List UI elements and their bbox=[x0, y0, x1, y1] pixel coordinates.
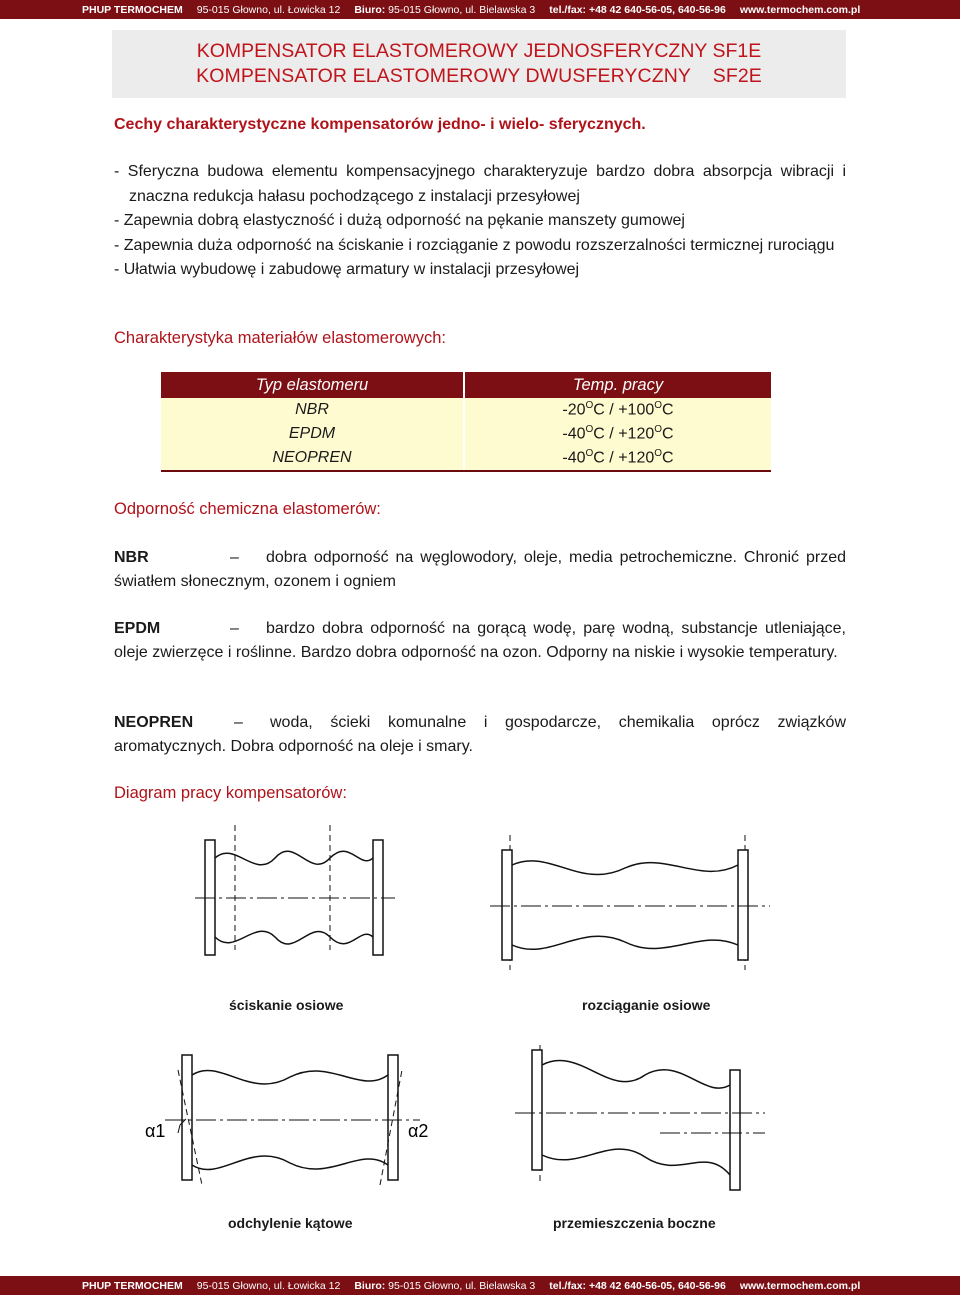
elastomer-type: NEOPREN bbox=[161, 446, 464, 471]
elastomer-name: NEOPREN bbox=[114, 714, 194, 731]
resistance-text: bardzo dobra odporność na gorącą wodę, parę wodną, substancje utleniające, oleje zwierzęce i roślinne. Bardzo dobra odporność na ozon. Odporny na niskie i wysokie temperatury. bbox=[114, 620, 846, 661]
feature-item: - Sferyczna budowa elementu kompensacyjnego charakteryzuje bardzo dobra absorpcja wibracji i znaczna redukcja hałasu pochodzącego z instalacji przesyłowej bbox=[114, 163, 846, 205]
elastomer-name: EPDM bbox=[114, 620, 161, 637]
elastomer-name: NBR bbox=[114, 549, 149, 566]
phone: tel./fax: +48 42 640-56-05, 640-56-96 bbox=[549, 1279, 726, 1292]
alpha1-label: α1 bbox=[145, 1121, 166, 1141]
elastomer-table bbox=[161, 372, 771, 472]
office-address: 95-015 Głowno, ul. Bielawska 3 bbox=[388, 1279, 536, 1292]
features-heading: Cechy charakterystyczne kompensatorów jedno- i wielo- sferycznych. bbox=[114, 116, 646, 133]
resistance-text: dobra odporność na węglowodory, oleje, media petrochemiczne. Chronić przed światłem słonecznym, ozonem i ogniem bbox=[114, 549, 846, 590]
company-name: PHUP TERMOCHEM bbox=[82, 3, 183, 16]
alpha2-label: α2 bbox=[408, 1121, 429, 1141]
caption-axial-compression: ściskanie osiowe bbox=[229, 997, 344, 1013]
website-link[interactable]: www.termochem.com.pl bbox=[739, 3, 861, 16]
company-address: 95-015 Głowno, ul. Łowicka 12 bbox=[196, 3, 341, 16]
elastomer-type: NBR bbox=[161, 398, 464, 422]
office-address: 95-015 Głowno, ul. Bielawska 3 bbox=[388, 3, 536, 16]
temperature-range: $-40^OC / +120^OC$ bbox=[464, 422, 771, 446]
website-link[interactable]: www.termochem.com.pl bbox=[739, 1279, 861, 1292]
company-name: PHUP TERMOCHEM bbox=[82, 1279, 183, 1292]
feature-item: - Zapewnia duża odporność na ściskanie i rozciąganie z powodu rozszerzalności termicznej rurociągu bbox=[114, 236, 835, 254]
diagram-angular-deflection bbox=[140, 1045, 440, 1195]
office-label: Biuro: bbox=[354, 1279, 386, 1292]
phone: tel./fax: +48 42 640-56-05, 640-56-96 bbox=[549, 3, 726, 16]
materials-heading: Charakterystyka materiałów elastomerowych: bbox=[114, 329, 446, 347]
caption-angular-deflection: odchylenie kątowe bbox=[228, 1215, 353, 1231]
feature-item: - Ułatwia wybudowę i zabudowę armatury w instalacji przesyłowej bbox=[114, 261, 580, 278]
company-address: 95-015 Głowno, ul. Łowicka 12 bbox=[196, 1279, 341, 1292]
footer-bar bbox=[0, 1276, 960, 1295]
caption-lateral-displacement: przemieszczenia boczne bbox=[553, 1215, 716, 1231]
title-box bbox=[112, 30, 846, 98]
chemical-entry-neopren: NEOPREN – woda, ścieki komunalne i gospodarcze, chemikalia oprócz związków aromatycznych. Dobra odporność na oleje i smary. bbox=[114, 711, 846, 759]
diagram-heading: Diagram pracy kompensatorów: bbox=[114, 784, 347, 802]
features-list bbox=[114, 160, 846, 283]
temperature-range: $-40^OC / +120^OC$ bbox=[464, 446, 771, 471]
table-row bbox=[161, 398, 771, 422]
feature-item: - Zapewnia dobrą elastyczność i dużą odporność na pękanie manszety gumowej bbox=[114, 212, 685, 229]
chemical-entry-epdm: EPDM – bardzo dobra odporność na gorącą wodę, parę wodną, substancje utleniające, oleje zwierzęce i roślinne. Bardzo dobra odporność na ozon. Odporny na niskie i wysokie temperatury. bbox=[114, 617, 846, 665]
diagram-axial-compression bbox=[160, 820, 430, 985]
caption-axial-extension: rozciąganie osiowe bbox=[582, 997, 711, 1013]
temperature-range: $-20^OC / +100^OC$ bbox=[464, 398, 771, 422]
resistance-text: woda, ścieki komunalne i gospodarcze, chemikalia oprócz związków aromatycznych. Dobra odporność na oleje i smary. bbox=[114, 714, 846, 755]
title-line-1: KOMPENSATOR ELASTOMEROWY JEDNOSFERYCZNY SF1E bbox=[196, 40, 762, 62]
chemical-entry-nbr: NBR – dobra odporność na węglowodory, oleje, media petrochemiczne. Chronić przed światłem słonecznym, ozonem i ogniem bbox=[114, 546, 846, 594]
diagram-axial-extension bbox=[490, 830, 770, 990]
diagram-lateral-displacement bbox=[510, 1045, 770, 1195]
office-label: Biuro: bbox=[354, 3, 386, 16]
elastomer-type: EPDM bbox=[161, 422, 464, 446]
table-row bbox=[161, 422, 771, 446]
col-temp-header: Temp. pracy bbox=[464, 372, 771, 398]
col-type-header: Typ elastomeru bbox=[161, 372, 464, 398]
header-bar bbox=[0, 0, 960, 19]
table-row bbox=[161, 446, 771, 471]
title-line-2: KOMPENSATOR ELASTOMEROWY DWUSFERYCZNY SF2E bbox=[196, 65, 762, 87]
chemical-heading: Odporność chemiczna elastomerów: bbox=[114, 500, 381, 518]
